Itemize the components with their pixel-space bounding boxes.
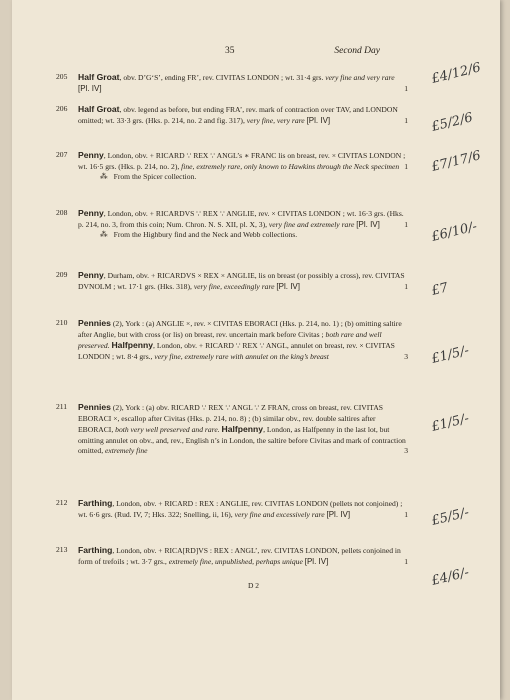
lot-title: Penny [78, 270, 104, 280]
lot-quantity: 1 [404, 281, 408, 291]
lot-grade: very fine and very rare [325, 73, 395, 82]
lot-title: Penny [78, 150, 104, 160]
plate-ref: [Pl. IV] [276, 281, 300, 291]
handwritten-price: £5/2/6 [430, 110, 475, 135]
lot-description: , obv. legend as before, but ending FRA’, rev. mark of contraction over TAV, and LONDON omitted; wt. 33·3 grs. (Hks. p. 214, no. 2 and fig. 317), [78, 105, 398, 125]
handwritten-price: £1/5/- [430, 411, 471, 435]
plate-ref: [Pl. IV] [306, 115, 331, 125]
lot-number: 206 [56, 104, 68, 113]
lot-description: , London, obv. + RICA[RD]VS : REX : ANGL’, rev. CIVITAS LONDON, pellets conjoined in form of trefoils ; wt. 3·7 grs., [78, 546, 401, 566]
lot-subdescription: , London, as Halfpenny in the last lot, but omitting annulet on obv., and, rev., English n’s in London, the saltire before Civitas and mark of contraction omitted, [78, 425, 406, 456]
signature-mark: D 2 [248, 581, 260, 590]
lot-grade: very fine, exceedingly rare [193, 281, 275, 291]
provenance-note: ⁂ From the Highbury find and the Neck and Webb collections. [100, 230, 298, 240]
lot-entry [56, 270, 408, 292]
lot-title: Half Groat [78, 72, 120, 82]
lot-description: , London, obv. + RICARD ∵ REX ∵ ANGL’s ∗ FRANC lis on breast, rev. × CIVITAS LONDON ; wt. 16·5 grs. (Hks. p. 214, no. 2), [78, 151, 406, 171]
handwritten-price: £1/5/- [430, 343, 471, 367]
lot-subgrade: extremely fine [105, 446, 148, 456]
handwritten-price: £4/12/6 [430, 60, 483, 87]
lot-title: Half Groat [78, 104, 120, 114]
lot-entry [56, 208, 408, 241]
lot-entry [56, 72, 408, 94]
plate-ref: [Pl. IV] [304, 556, 329, 566]
plate-ref: [Pl. IV] [326, 509, 351, 519]
lot-description: , Durham, obv. + RICARDVS × REX × ANGLIE, lis on breast (or possibly a cross), rev. CIVITAS DVNOLM ; wt. 17·1 grs. (Hks. 318), [78, 271, 405, 291]
lot-entry [56, 150, 408, 183]
lot-entry [56, 104, 408, 126]
handwritten-price: £4/6/- [430, 565, 471, 589]
catalogue-page [12, 0, 500, 700]
lot-description: , London, obv. + RICARD : REX : ANGLIE, rev. CIVITAS LONDON (pellets not conjoined) ; wt. 6·6 grs. (Rud. IV, 7; Hks. 322; Snelling, ii, 16), [78, 499, 403, 519]
lot-quantity: 1 [404, 556, 408, 566]
asterism-icon: ⁂ [100, 230, 108, 240]
page-number: 35 [225, 46, 235, 56]
lot-entry [56, 498, 408, 520]
lot-entry [56, 402, 408, 457]
lot-title: Pennies [78, 318, 111, 328]
handwritten-price: £7/17/6 [430, 148, 483, 175]
lot-grade: both very well preserved and rare. [115, 425, 220, 435]
lot-subgrade: very fine, extremely rare with annulet on the king’s breast [154, 351, 329, 361]
lot-number: 209 [56, 270, 68, 279]
lot-number: 212 [56, 498, 68, 507]
lot-grade: fine, extremely rare, only known to Hawkins through the Neck specimen [181, 161, 400, 171]
lot-grade: both rare and well preserved. [78, 329, 382, 351]
lot-number: 208 [56, 208, 68, 217]
lot-description: (2), York : (a) obv. RICARD ∵ REX ∵ ANGL ∵ Z FRAN, cross on breast, rev. CIVITAS EBORACI ×, escallop after Civitas (Hks. p. 214, no. 8) ; (b) similar obv., rev. double saltires after EBORACI, [78, 403, 384, 435]
lot-entry [56, 318, 408, 362]
lot-quantity: 3 [404, 351, 408, 361]
lot-subdescription: , London, obv. + RICARD ∵ REX ∵ ANGL, annulet on breast, rev. × CIVITAS LONDON ; wt. 8·4 grs., [78, 341, 395, 361]
lot-grade: very fine, very rare [246, 115, 305, 125]
handwritten-price: £5/5/- [430, 505, 471, 529]
lot-quantity: 3 [404, 446, 408, 456]
lot-title: Penny [78, 208, 104, 218]
lot-quantity: 1 [404, 115, 408, 125]
lot-grade: very fine and excessively rare [234, 509, 325, 519]
running-head: Second Day [334, 46, 380, 56]
provenance-note: ⁂ From the Spicer collection. [100, 172, 197, 182]
page-header [12, 46, 500, 60]
lot-number: 211 [56, 402, 68, 411]
lot-entry [56, 545, 408, 567]
handwritten-price: £6/10/- [430, 219, 479, 245]
lot-description: , London, obv. + RICARDVS ∵ REX ∵ ANGLIE, rev. × CIVITAS LONDON ; wt. 16·3 grs. (Hks. p. 214, no. 3, from this coin; Num. Chron. N. S. XII, pl. X, 3), [78, 209, 404, 229]
lot-description: , obv. D’G‘S’, ending FR’, rev. CIVITAS LONDON ; wt. 31·4 grs. [119, 73, 324, 82]
lot-subtitle: Halfpenny [111, 340, 154, 351]
lot-quantity: 1 [404, 219, 408, 229]
lot-title: Farthing [78, 498, 113, 508]
lot-quantity: 1 [404, 83, 408, 93]
asterism-icon: ⁂ [100, 172, 108, 182]
handwritten-price: £7 [430, 280, 450, 299]
plate-ref: [Pl. IV] [356, 219, 380, 229]
lot-number: 207 [56, 150, 68, 159]
lot-grade: extremely fine, unpublished, perhaps unique [168, 556, 303, 566]
lot-subtitle: Halfpenny [221, 424, 264, 435]
lot-number: 213 [56, 545, 68, 554]
lot-number: 210 [56, 318, 68, 327]
plate-ref: [Pl. IV] [78, 83, 102, 93]
lot-quantity: 1 [404, 161, 408, 171]
lot-quantity: 1 [404, 509, 408, 519]
lot-title: Pennies [78, 402, 111, 412]
lot-grade: very fine and extremely rare [268, 219, 355, 229]
lot-description: (2), York : (a) ANGLIE ×, rev. × CIVITAS EBORACI (Hks. p. 214, no. 1) ; (b) omitting saltire after Anglie, but with cross (or lis) on breast, rev. uncertain mark before Civitas ; [78, 319, 402, 339]
lot-title: Farthing [78, 545, 113, 555]
lot-number: 205 [56, 72, 68, 81]
